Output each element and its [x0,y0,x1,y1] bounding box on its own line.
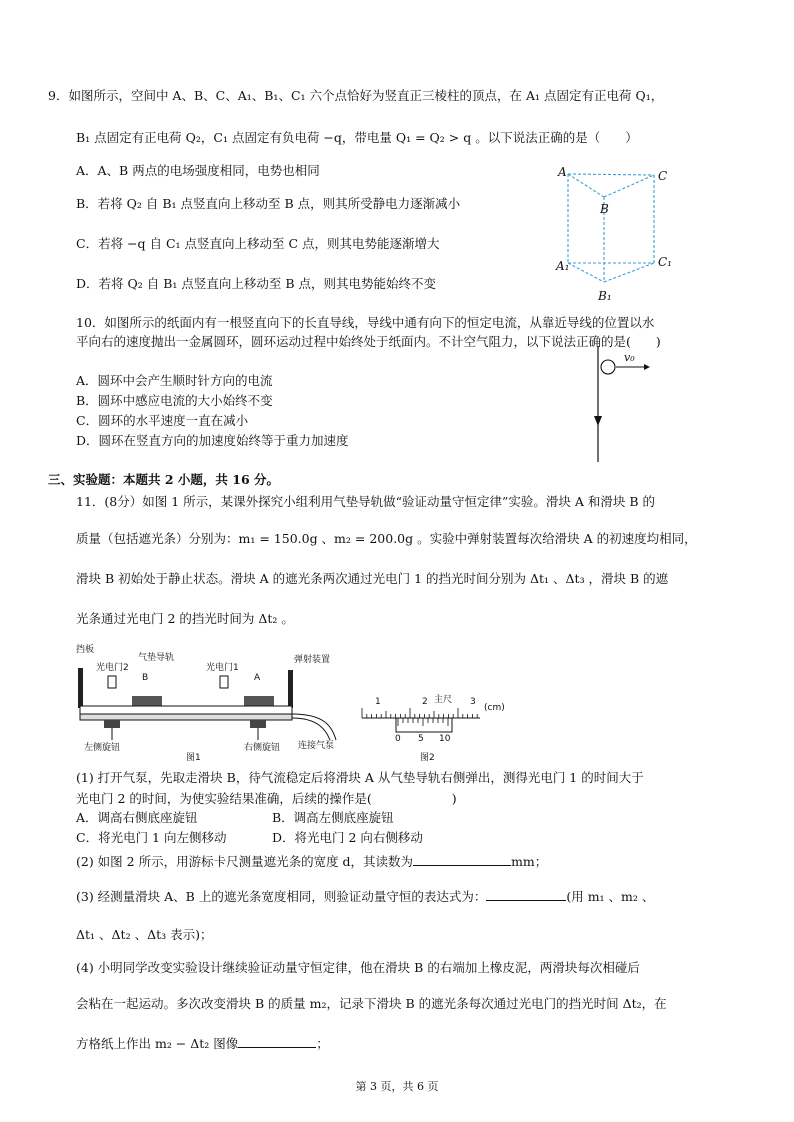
q11-p3-text: (3) 经测量滑块 A、B 上的遮光条宽度相同，则验证动量守恒的表达式为： [76,889,487,904]
q11-p4-line2: 会粘在一起运动。多次改变滑块 B 的质量 m₂，记录下滑块 B 的遮光条每次通过光电门的挡光时间 Δt₂，在 [76,996,667,1011]
fig1-caption: 图1 [186,753,201,763]
edge-a1-b1 [568,263,604,282]
slider-a [244,696,274,706]
q11-p2 [76,852,547,870]
q11-p4-text: 方格纸上作出 m₂ − Δt₂ 图像 [76,1036,239,1051]
label-a1: A₁ [556,259,570,273]
gate1-label: 光电门1 [206,663,239,673]
air-rail [80,706,292,714]
q10-option-b: B．圆环中感应电流的大小始终不变 [76,393,273,408]
q10-option-c: C．圆环的水平速度一直在减小 [76,413,249,428]
left-knob [104,720,120,728]
q11-p1-text: 光电门 2 的时间，为使实验结果准确，后续的操作是( [76,791,372,806]
metal-ring [601,360,615,374]
q11-p3-line2: Δt₁ 、Δt₂ 、Δt₃ 表示)； [76,927,213,942]
q11-stem-line3: 滑块 B 初始处于静止状态。滑块 A 的遮光条两次通过光电门 1 的挡光时间分别为 Δt₁ 、Δt₃ ，滑块 B 的遮 [76,571,669,586]
q9-option-b: B．若将 Q₂ 自 B₁ 点竖直向上移动至 B 点，则其所受静电力逐渐减小 [76,196,461,211]
q10-option-a: A．圆环中会产生顺时针方向的电流 [76,373,273,388]
right-knob [250,720,266,728]
q11-stem-line2: 质量（包括遮光条）分别为：m₁ = 150.0g 、m₂ = 200.0g 。实验中弹射装置每次给滑块 A 的初速度均相同， [76,531,697,546]
label-a: A [558,165,567,179]
pump-label: 连接气泵 [298,741,335,751]
slider-b [132,696,162,706]
q11-stem-line4: 光条通过光电门 2 的挡光时间为 Δt₂ 。 [76,611,294,626]
q11-p3-blank[interactable] [486,887,566,901]
q9-option-d: D．若将 Q₂ 自 B₁ 点竖直向上移动至 B 点，则其电势能始终不变 [76,276,437,291]
velocity-arrowhead [644,364,650,370]
slider-b-label: B [142,673,149,683]
q11-stem-line1: 11．(8分）如图 1 所示，某课外探究小组利用气垫导轨做“验证动量守恒定律”实验。滑块 A 和滑块 B 的 [76,494,656,509]
q11-p1-option-d: D．将光电门 2 向右侧移动 [272,830,423,845]
label-c: C [658,169,668,183]
velocity-label: v₀ [624,351,635,364]
section3-title: 三、实验题：本题共 2 小题，共 16 分。 [48,472,280,487]
q9-stem-line1: 9．如图所示，空间中 A、B、C、A₁、B₁、C₁ 六个点恰好为竖直正三棱柱的顶点，在 A₁ 点固定有正电荷 Q₁， [48,88,664,103]
rail-base [80,714,292,720]
left-knob-label: 左侧旋钮 [84,743,121,753]
q9-option-a: A．A、B 两点的电场强度相同，电势也相同 [76,163,320,178]
rail-label: 气垫导轨 [138,653,175,663]
q11-p2-blank[interactable] [413,852,511,866]
main-scale-ticks [362,708,477,718]
q11-p1-option-c: C．将光电门 1 向左侧移动 [76,830,227,845]
baffle [78,668,83,708]
baffle-label: 挡板 [76,645,95,655]
launcher [288,670,293,708]
q11-p1-answer-space[interactable] [372,790,452,803]
gate2-label: 光电门2 [96,663,129,673]
vernier-10: 10 [439,734,451,744]
vernier-figure [360,690,510,765]
main-scale-label: 主尺 [434,695,453,705]
edge-b1-c1 [604,263,654,282]
photogate-2 [108,676,116,688]
launcher-label: 弹射装置 [294,655,331,665]
q10-option-d: D．圆环在竖直方向的加速度始终等于重力加速度 [76,433,349,448]
q11-p3 [76,887,654,905]
q9-option-c: C．若将 −q 自 C₁ 点竖直向上移动至 C 点，则其电势能逐渐增大 [76,236,440,251]
q11-p1-line2 [76,790,457,807]
q11-p1-option-a: A．调高右侧底座旋钮 [76,810,198,825]
label-b1: B₁ [598,289,612,303]
vernier-slider [396,718,452,732]
vernier-5: 5 [418,734,424,744]
vernier-ticks [398,718,448,726]
wire-ring-figure [590,346,670,466]
q10-stem-line1: 10．如图所示的纸面内有一根竖直向下的长直导线，导线中通有向下的恒定电流，从靠近导线的位置以水 [76,315,655,330]
q11-p4-blank[interactable] [238,1034,316,1048]
q11-p1-option-b: B．调高左侧底座旋钮 [272,810,394,825]
main-scale-2: 2 [422,697,428,707]
q9-stem-line2: B₁ 点固定有正电荷 Q₂，C₁ 点固定有负电荷 −q，带电量 Q₁ = Q₂ > q 。以下说法正确的是（ ） [76,130,638,145]
main-scale-3: 3 [470,697,476,707]
q11-p4-line3 [76,1034,329,1052]
vernier-0: 0 [395,734,401,744]
edge-a-b [568,174,604,197]
q11-p2-text: (2) 如图 2 所示，用游标卡尺测量遮光条的宽度 d，其读数为 [76,854,414,869]
q11-p4-end: ； [316,1036,329,1051]
edge-a-c [568,174,654,175]
current-arrow [594,416,602,426]
q11-p4-line1: (4) 小明同学改变实验设计继续验证动量守恒定律，他在滑块 B 的右端加上橡皮泥，两滑块每次相碰后 [76,960,640,975]
main-scale-1: 1 [375,697,381,707]
q10-stem-line2: 平向右的速度抛出一金属圆环，圆环运动过程中始终处于纸面内。不计空气阻力，以下说法正确的是( ) [76,334,661,349]
q11-p1-close: ) [451,791,457,806]
q11-p2-unit: mm； [511,854,548,869]
q11-p1-line1: (1) 打开气泵，先取走滑块 B，待气流稳定后将滑块 A 从气垫导轨右侧弹出，测得光电门 1 的时间大于 [76,770,644,785]
slider-a-label: A [254,673,261,683]
unit-label: (cm) [484,703,505,713]
page-footer: 第 3 页，共 6 页 [355,1080,439,1093]
label-c1: C₁ [658,255,672,269]
prism-figure [552,160,692,310]
q11-p3-tail: (用 m₁ 、m₂ 、 [566,889,655,904]
label-b: B [600,202,609,216]
photogate-1 [220,676,228,688]
air-track-figure [74,640,364,765]
edge-b-c [604,175,654,197]
right-knob-label: 右侧旋钮 [244,743,281,753]
fig2-caption: 图2 [420,753,435,763]
